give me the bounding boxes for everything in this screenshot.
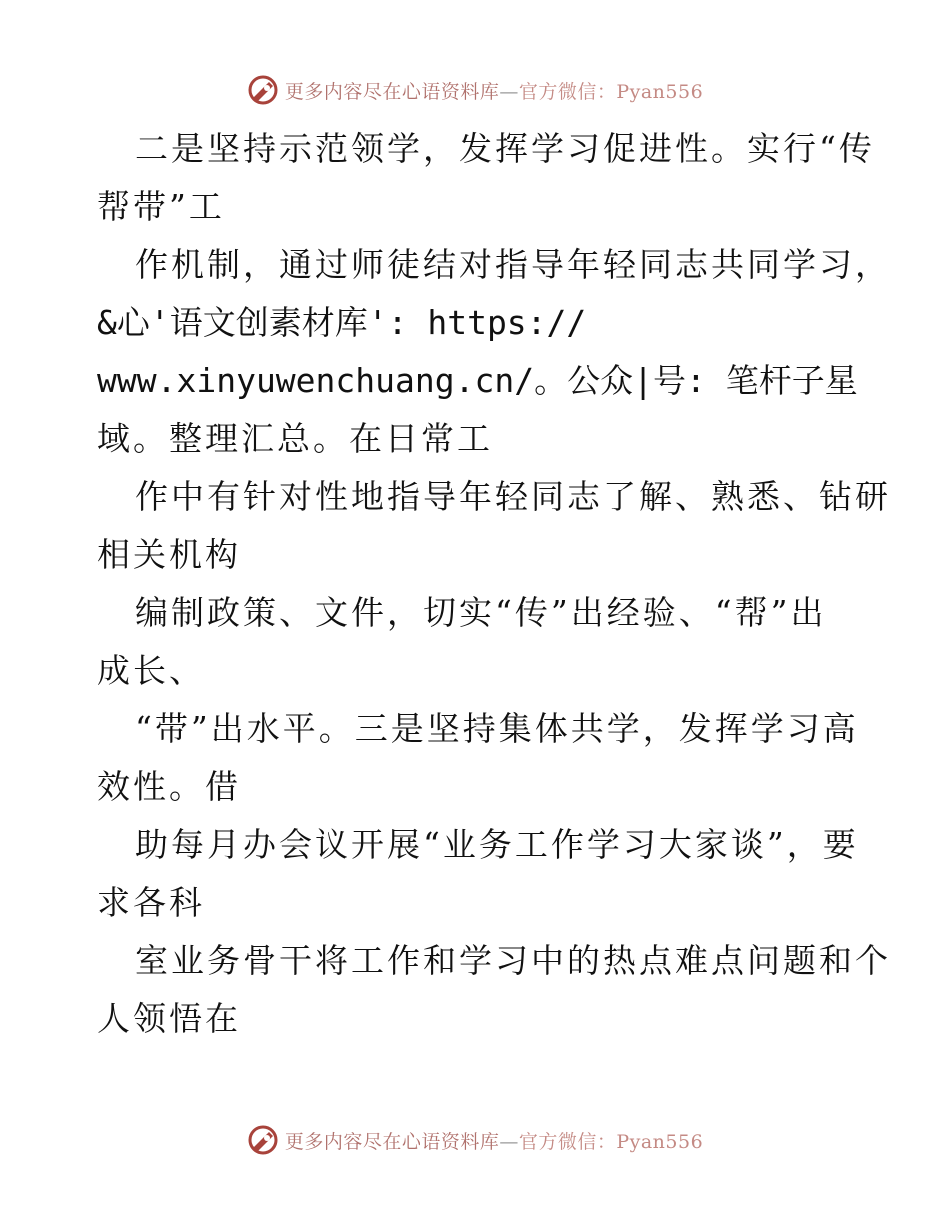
- header-banner: [0, 70, 950, 110]
- body-line: 二是坚持示范领学，发挥学习促进性。实行“传: [135, 129, 875, 168]
- body-line: 作机制，通过师徒结对指导年轻同志共同学习，: [135, 245, 891, 284]
- banner-text: [285, 1127, 703, 1154]
- body-line: 作中有针对性地指导年轻同志了解、熟悉、钻研: [135, 477, 891, 516]
- body-line: 人领悟在: [97, 999, 241, 1038]
- body-line: “带”出水平。三是坚持集体共学，发挥学习高: [135, 709, 859, 748]
- body-line: 助每月办会议开展“业务工作学习大家谈”，要: [135, 825, 859, 864]
- banner-dash: —: [499, 1130, 519, 1153]
- body-line: &心'语文创素材库': https://: [97, 303, 587, 342]
- document-body: [97, 120, 891, 1048]
- body-line: 帮带”工: [97, 187, 225, 226]
- body-line: www.xinyuwenchuang.cn/。公众|号: 笔杆子星: [97, 361, 858, 400]
- pen-logo-icon: [247, 74, 279, 106]
- banner-contact: 官方微信：Pyan556: [518, 80, 704, 103]
- banner-text: [285, 77, 703, 104]
- pen-logo-icon: [247, 1124, 279, 1156]
- body-line: 求各科: [97, 883, 205, 922]
- banner-dash: —: [499, 80, 519, 103]
- body-line: 效性。借: [97, 767, 241, 806]
- banner-main-text: 更多内容尽在心语资料库: [284, 80, 500, 103]
- footer-banner: [0, 1120, 950, 1160]
- banner-main-text: 更多内容尽在心语资料库: [284, 1130, 500, 1153]
- body-line: 室业务骨干将工作和学习中的热点难点问题和个: [135, 941, 891, 980]
- body-line: 域。整理汇总。在日常工: [97, 419, 493, 458]
- body-line: 成长、: [97, 651, 205, 690]
- body-line: 编制政策、文件，切实“传”出经验、“帮”出: [135, 593, 827, 632]
- banner-contact: 官方微信：Pyan556: [518, 1130, 704, 1153]
- body-line: 相关机构: [97, 535, 241, 574]
